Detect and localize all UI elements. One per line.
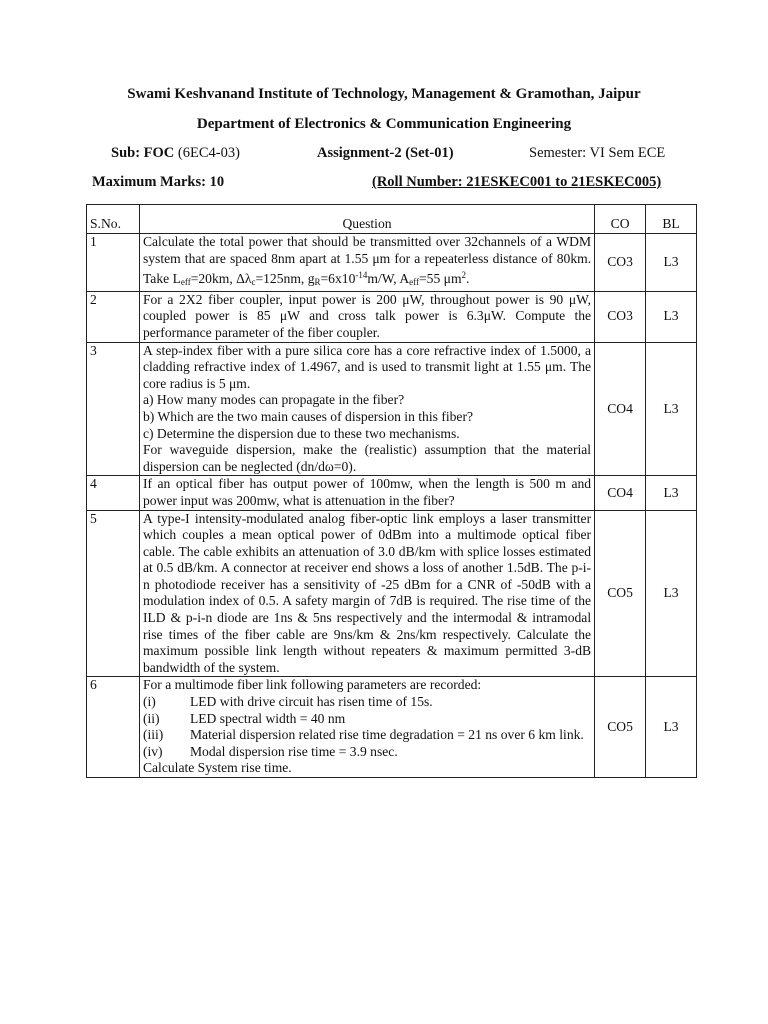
- question-intro: A step-index fiber with a pure silica core has a core refractive index of 1.5000, a cladding refractive index of 1.4967, and is used to transmit light at 1.55 μm. The core radius is 5 μm.: [142, 342, 592, 391]
- questions-table: [86, 204, 697, 778]
- subject-row: [0, 145, 768, 165]
- list-item: [143, 711, 591, 728]
- table-row: [87, 342, 697, 476]
- question-text: For a 2X2 fiber coupler, input power is 200 μW, throughout power is 90 μW, coupled power is 85 μW and cross talk power is 6.3μW. Compute the performance parameter of the fiber coupler.: [139, 291, 594, 342]
- co-value: CO5: [595, 677, 646, 778]
- question-text: [139, 342, 594, 476]
- row-number: 5: [87, 510, 140, 677]
- sub-question: c) Determine the dispersion due to these two mechanisms.: [142, 425, 460, 441]
- institute-name: Swami Keshvanand Institute of Technology, Management & Gramothan, Jaipur: [127, 86, 641, 102]
- item-label: (iii): [142, 727, 164, 743]
- row-number: 4: [87, 476, 140, 510]
- bl-value: L3: [646, 291, 697, 342]
- table-row: [87, 510, 697, 677]
- item-text: Material dispersion related rise time degradation = 21 ns over 6 km link.: [189, 727, 584, 743]
- sno-header: S.No.: [87, 205, 140, 234]
- question-intro: For a multimode fiber link following parameters are recorded:: [142, 677, 482, 693]
- list-item: [143, 694, 591, 711]
- co-value: CO3: [595, 234, 646, 292]
- co-header: CO: [595, 205, 646, 234]
- table-row: [87, 476, 697, 510]
- question-header: Question: [139, 205, 594, 234]
- sub-question: b) Which are the two main causes of dispersion in this fiber?: [142, 408, 474, 424]
- co-value: CO3: [595, 291, 646, 342]
- co-value: CO4: [595, 342, 646, 476]
- co-value: CO4: [595, 476, 646, 510]
- table-header-row: [87, 205, 697, 234]
- item-text: LED spectral width = 40 nm: [189, 710, 346, 726]
- list-item: [143, 727, 591, 744]
- bl-value: L3: [646, 476, 697, 510]
- list-item: [143, 744, 591, 761]
- question-text: If an optical fiber has output power of 100mw, when the length is 500 m and power input was 200mw, what is attenuation in the fiber?: [139, 476, 594, 510]
- question-text: A type-I intensity-modulated analog fiber-optic link employs a laser transmitter which couples a mean optical power of 0dBm into a multimode optical fiber cable. The cable exhibits an attenuation of 3.0 dB/km with splice losses estimated at 0.5 dB/km. A connector at receiver end shows a loss of another 1.5dB. The p-i-n photodiode receiver has a sensitivity of -25 dBm for a CNR of -50dB with a modulation index of 0.5. A safety margin of 7dB is required. The rise time of the ILD & p-i-n diode are 1ns & 5ns respectively and the intermodal & intramodal rise times of the fiber cable are 9ns/km & 2ns/km respectively. Calculate the maximum possible link length without repeaters & maximum permitted 3-dB bandwidth of the system.: [139, 510, 594, 677]
- row-number: 1: [87, 234, 140, 292]
- bl-value: L3: [646, 234, 697, 292]
- table-row: [87, 234, 697, 292]
- bl-header: BL: [646, 205, 697, 234]
- co-value: CO5: [595, 510, 646, 677]
- bl-value: L3: [646, 510, 697, 677]
- subject-info: [111, 145, 240, 162]
- semester-info: Semester: VI Sem ECE: [529, 145, 666, 161]
- sub-question: a) How many modes can propagate in the fiber?: [142, 392, 405, 408]
- item-label: (ii): [142, 710, 160, 726]
- row-number: 2: [87, 291, 140, 342]
- bl-value: L3: [646, 677, 697, 778]
- row-number: 6: [87, 677, 140, 778]
- roll-number-range: (Roll Number: 21ESKEC001 to 21ESKEC005): [372, 174, 662, 190]
- question-conclusion: Calculate System rise time.: [142, 760, 292, 776]
- marks-row: [0, 174, 768, 194]
- maximum-marks: Maximum Marks: 10: [92, 174, 225, 190]
- bl-value: L3: [646, 342, 697, 476]
- table-row: [87, 677, 697, 778]
- question-text: Calculate the total power that should be transmitted over 32channels of a WDM system that are spaced 8nm apart at 1.55 μm for a repeaterless distance of 80km. Take $L_{eff}=20km$, $\Delta\lambda_c=125nm$, $g_R=6x10^{-14}m/W$, $A_{eff}=55$ $\mu m^2$.: [139, 234, 594, 292]
- question-note: For waveguide dispersion, make the (realistic) assumption that the material dispersion can be neglected (dn/dω=0).: [142, 442, 592, 474]
- row-number: 3: [87, 342, 140, 476]
- item-text: Modal dispersion rise time = 3.9 nsec.: [189, 743, 398, 759]
- subject-label: Sub: FOC: [111, 145, 175, 161]
- item-label: (iv): [142, 743, 163, 759]
- item-label: (i): [142, 694, 156, 710]
- subject-code: (6EC4-03): [177, 145, 240, 161]
- department-name: Department of Electronics & Communication Engineering: [196, 116, 572, 132]
- assignment-title: Assignment-2 (Set-01): [317, 145, 454, 161]
- table-row: [87, 291, 697, 342]
- item-text: LED with drive circuit has risen time of 15s.: [189, 694, 433, 710]
- question-text: [139, 677, 594, 778]
